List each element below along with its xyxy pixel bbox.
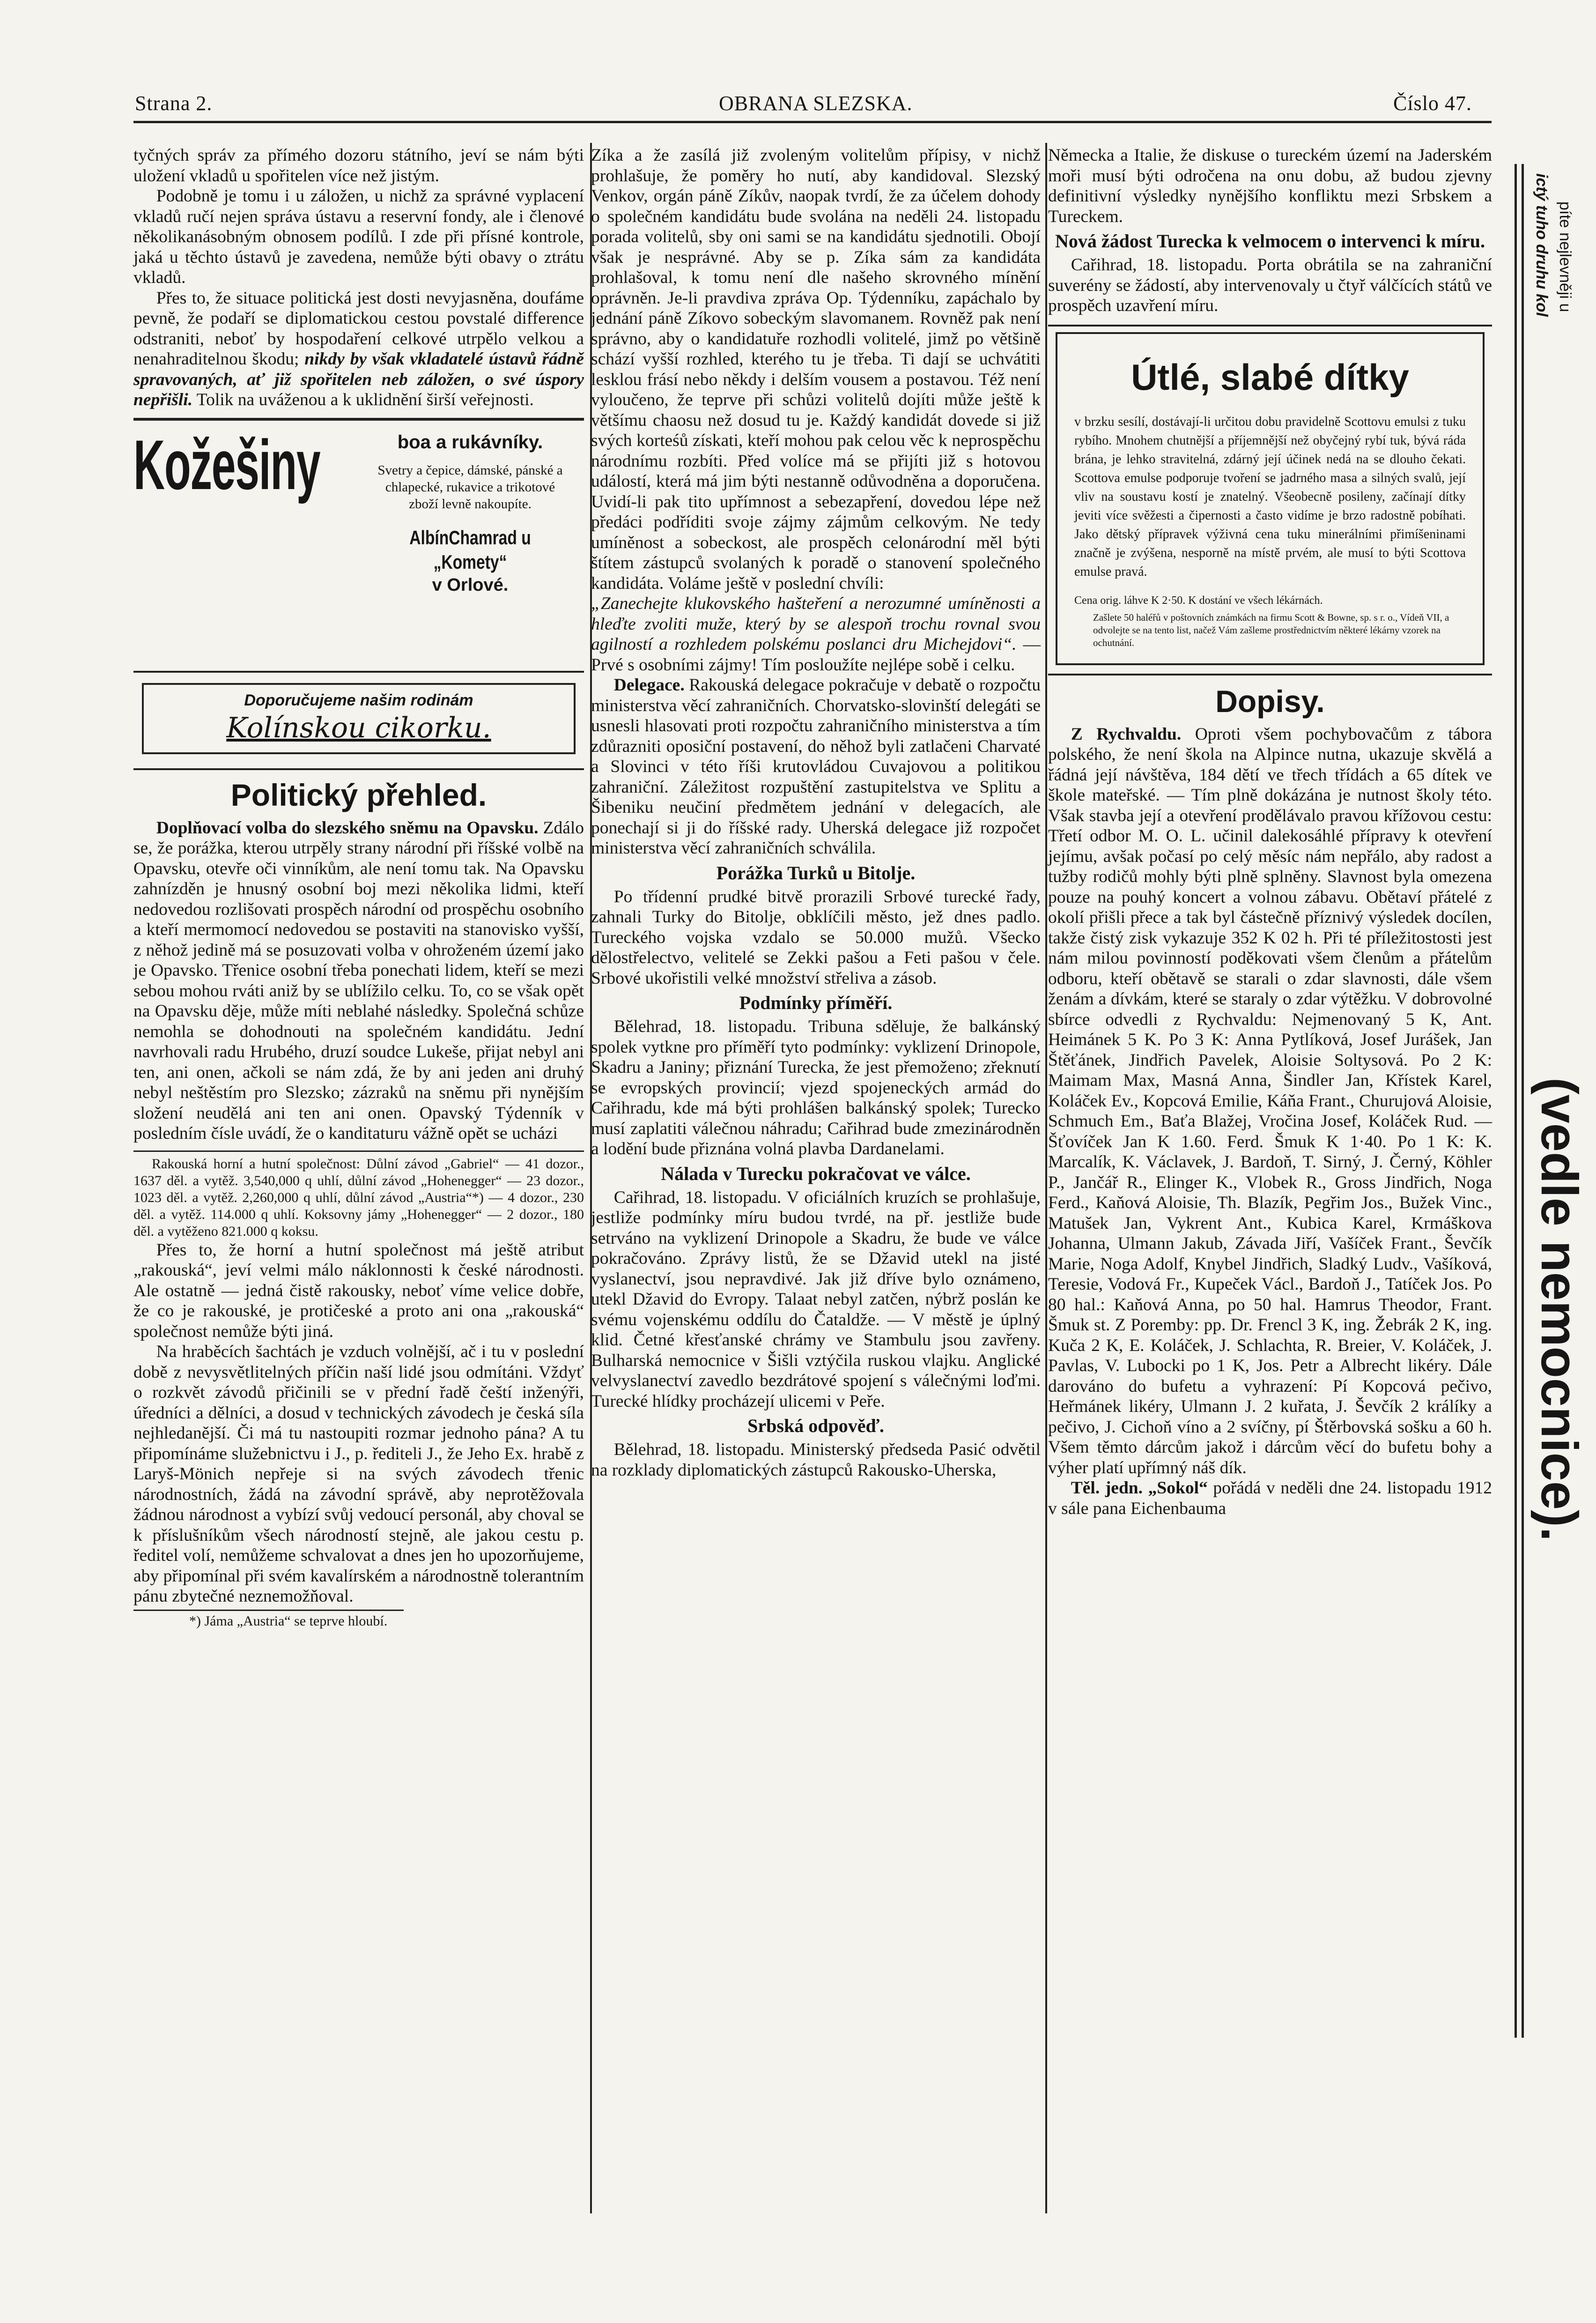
article-text: Delegace. Rakouská delegace pokračuje v debatě o rozpočtu ministerstva věcí zahraničních. Chorvatsko-slovinští delegáti se usnesli hlasovati proti rozpočtu zahraničního ministerstva a tím zdůrazniti oposiční postavení, do něhož byli zatlačeni Charvaté a Slovinci v této říši krutovládou Cuvajovou a politikou zahraniční. Záležitost rozpuštění zastupitelstva ve Splitu a Šibeniku neučiní předmětem jednání v delegacích, ale ponechají si ji do říšské rady. Uherská delegace již rozpočet ministerstva věcí zahraničních schválila. — [591, 675, 1041, 858]
article-text: Zíka a že zasílá již zvoleným volitelům přípisy, v nichž prohlašuje, že poměry ho nutí, aby kandidoval. Slezský Venkov, orgán páně Zíkův, naopak tvrdí, že za účelem dohody o společném kandidátu bude svolána na neděli 24. listopadu porada volitelů, sby oni sami se na kandidátu sjednotili. Obojí však je nesprávné. Aby se p. Zíka sám za kandidáta prohlašoval, k tomu není dle našeho skrovného mínění oprávněn. Je-li pravdiva zpráva Op. Týdenníku, zapáchalo by jednání páně Zíkovo sobeckým slavomanem. Rovněž pak není správno, aby o kandidatuře rozhodli volitelé, jimž po většině schází vyšší rozhled, kterého tu je třeba. Ti dají se uchvátiti lesklou frásí nebo někdy i delším vousem a postavou. Též není vyloučeno, že teprve při schůzi volitelů dojíti může ještě k většímu chaosu než dosud tu je. Každý kandidát dovede si již svých korteśů získati, kteří mohou pak celou věc k neprospěchu národnímu rozbíti. Před volíce má se přijíti již s hotovou událostí, která má jim býti nestanně odůvodněna a doporučena. Uvidí-li pak tito upřímnost a sebezapření, dovedou lépe než předáci podříditi svoje zájmy zájmům celkovým. Ne tedy umíněnost a sobeckost, ale prospěch celonárodní měl býti štítem zástupců svolaných k poradě o stanovení společného kandidáta. Voláme ještě v poslední chvíli: — [591, 146, 1041, 593]
ad-scott-small: Zašlete 50 haléřů v poštovních známkách na firmu Scott & Bowne, sp. s r. o., Vídeň VII, a odvolejte se na tento list, načež Vám zašleme prostřednictvím některé lékárny vzorek na ochutnání. — [1093, 611, 1449, 648]
article-text: „Zanechejte klukovského hašteření a nerozumné umíněnosti a hleďte zvoliti muže, který by se alespoň trochu rovnal svou agilností a rozhledem polskému poslanci dru Michejdovi“. — Prvé s osobními zájmy! Tím posloužíte nejlépe sobě i celku. — [591, 594, 1041, 675]
article-text: tyčných správ za přímého dozoru státního, jeví se nám býti uložení vkladů u spořitelen více než jistým. — [133, 146, 584, 186]
section-title-politicky-prehled: Politický přehled. — [230, 777, 487, 812]
ad-kozesiny-line1: boa a rukávníky. — [397, 431, 543, 453]
column-2 — [591, 145, 1041, 1480]
ad-cikorka — [142, 683, 576, 754]
ad-cikorka-line1: Doporučujeme našim rodinám — [244, 691, 473, 709]
ad-scott-price: Cena orig. láhve K 2·50. K dostání ve všech lékárnách. — [1074, 594, 1323, 607]
column-3 — [1048, 145, 1492, 1519]
heading-podminky: Podmínky příměří. — [739, 992, 893, 1013]
divider — [1048, 325, 1492, 327]
article-text: Přes to, že horní a hutní společnost má ještě atribut „rakouská“, jeví velmi málo náklonnosti k české národnosti. Ale ostatně — jedná čistě rakousky, neboť víme velice dobře, že co je rakouské, je protičeské a proto ani ona „rakouská“ společnost nemůže býti jiná. — [133, 1240, 584, 1341]
heading-nalada: Nálada v Turecku pokračovat ve válce. — [661, 1163, 971, 1184]
edge-text-mid: píte nejlevněji u — [1556, 201, 1574, 312]
ad-kozesiny-headline: Kožešiny — [133, 425, 320, 504]
ad-kozesiny — [133, 418, 584, 671]
ad-scott-emulsion — [1056, 332, 1485, 665]
heading-porazka: Porážka Turků u Bitolje. — [716, 862, 916, 883]
article-text: Bělehrad, 18. listopadu. Ministerský předseda Pasić odvětil na rozklady diplomatických zástupců Rakousko-Uherska, — [591, 1440, 1041, 1480]
ad-scott-title: Útlé, slabé dítky — [1131, 356, 1409, 398]
article-text: Těl. jedn. „Sokol“ pořádá v neděli dne 24. listopadu 1912 v sále pana Eichenbauma — [1048, 1478, 1492, 1518]
column-rule-2 — [1045, 143, 1047, 2213]
article-text: Přes to, že situace politická jest dosti nevyjasněna, doufáme pevně, že podaří se diplomatickou cestou povstalé difference odstraniti, neboť by hospodaření celkové utrpělo velkou a nenahraditelnou škodu; nikdy by však vkladatelé ústavů řádně spravovaných, ať již spořitelen neb záložen, o své úspory nepřišli. Tolik na uváženou a k uklidnění širší veřejnosti. — [133, 288, 584, 409]
ad-kozesiny-place: v Orlové. — [432, 575, 509, 595]
article-text: Po třídenní prudké bitvě prorazili Srbové turecké řady, zahnali Turky do Bitolje, obklíčili město, jež dnes padlo. Tureckého vojska vzdalo se 50.000 mužů. Všecko dělostřelectvo, velitelé se Zekki pašou a Feti pašou v čele. Srbové ukořistili velké množství střeliva a zásob. — [591, 887, 1041, 988]
ad-kozesiny-seller: AlbínChamrad u „Komety“ — [409, 526, 531, 573]
issue-number: Číslo 47. — [1393, 92, 1472, 115]
divider — [133, 1610, 404, 1611]
article-text: Cařihrad, 18. listopadu. V oficiálních kruzích se prohlašuje, jestliže podmínky míru budou tvrdé, na př. jestliže bude setrváno na vyklizení Drinopole a Skadru, že bude ve válce pokračováno. Zprávy listů, že se Džavid utekl na jisté vyslanectví, jsou nepravdivé. Jak již dříve bylo oznámeno, utekl Džavid do Evropy. Talaat nebyl zatčen, nýbrž poslán ke svému vojenskému oddílu do Čataldže. — V městě je úplný klid. Četné křesťanské chrámy ve Stambulu jsou zavřeny. Bulharská nemocnice v Šišli vztýčila ruskou vlajku. Anglické velvyslanectví zavedlo bezdrátové spojení s válečnými loďmi. Turecké hlídky procházejí ulicemi v Peře. — [591, 1187, 1041, 1411]
article-text: Cařihrad, 18. listopadu. Porta obrátila se na zahraniční suverény se žádostí, aby intervenovaly u čtyř válčících států ve prospěch uzavření míru. — [1048, 255, 1492, 315]
article-text: Z Rychvaldu. Oproti všem pochybovačům z tábora polského, že není škola na Alpince nutna, ukazuje skvělá a řádná její návštěva, 184 dětí ve třech třídách a 65 dítek ve škole mateřské. — Tím plně dokázána je nutnost školy této. Však stavba její a otevření prodělávalo pravou křížovou cestu: Třetí odbor M. O. L. učinil dalekosáhlé přípravy k otevření jejímu, avšak počasí po celý měsíc nám nepřálo, aby radost a tužby rodičů mohly býti plně splněny. Slavnost byla omezena pouze na pouhý koncert a volnou zábavu. Obětaví přátelé z okolí přišli přece a tak byl částečně příznivý výsledek docílen, takže čistý zisk vykazuje 352 K 02 h. Při té příležitostosti jest nám milou povinností poděkovati všem členům a přátelům odboru, kteří obětavě se starali o zdar slavnosti, dále všem ženám a dívkám, které se staraly o zdar výtěžku. V dobrovolné sbírce odvedli z Rychvaldu: Nejmenovaný 5 K, Ant. Heimánek 5 K. Po 3 K: Anna Pytlíková, Josef Jurášek, Jan Štěťánek, Jindřich Pavelek, Aloisie Soltysová. Po 2 K: Maimam Max, Masná Anna, Šindler Jan, Křístek Karel, Koláček Ev., Kopcová Emilie, Káňa Frant., Churujová Aloisie, Schmuch Em., Baťa Blažej, Vročina Josef, Koláček Rud. — Šťovíček Jan K 1.60. Ferd. Šmuk K 1·40. Po 1 K: K. Marcalík, K. Václavek, J. Bardoň, T. Sirný, J. Černý, Köhler P., Jančář R., Elinger K., Vlobek R., Gross Jindřich, Noga Ferd., Kaňová Aloisie, Th. Blazík, Pegřim Jos., Bužek Vinc., Matušek Jan, Vykrent Ant., Kubica Karel, Krmáškova Johanna, Ulmann Jakub, Závada Jiří, Vašíček Frant., Ševčík Marie, Noga Adolf, Knybel Jindřich, Sladký Ludv., Vašíková, Teresie, Vodová Fr., Kupeček Václ., Bardoň J., Tatíček Jos. Po 80 hal.: Kaňová Anna, po 50 hal. Hamrus Theodor, Frant. Šmuk st. Z Poremby: pp. Dr. Frencl 3 K, ing. Žebrák 2 K, ing. Kuča 2 K, E. Koláček, J. Schlachta, R. Breier, V. Koláček, J. Pavlas, V. Lubocki po 1 K, Jos. Petr a Albrecht likéry. Dále darováno do bufetu a vyhrazení: Pí Kopcová pečivo, Heřmánek likéry, Ulmann J. 2 kuřata, J. Ševčík 2 králíky a pečivo, J. Cichoň víno a 2 svíčny, pí Štěrbovská sošku a 60 h. Všem těmto dárcům jakož i dárcům věcí do bufetu bohy a výher platí upřímný náš dík. — [1048, 724, 1492, 1477]
edge-text-big: (vedle nemocnice). — [1530, 1077, 1588, 1542]
ad-scott-body: v brzku sesílí, dostávají-li určitou dobu pravidelně Scottovu emulsi z tuku rybího. Mnohem chutnější a příjemnější než obyčejný rybí tuk, bývá ráda brána, je lehko stravitelná, zdárný její účinek nedá na se dlouho čekati. Scottova emulse podporuje tvoření se jadrného masa a silných svalů, její vliv na soustavu kostí je znatelný. Všeobecně posileny, začínají dítky jeviti více svěžesti a čipernosti a často vidíme je brzo radostně pobíhati. Jako dětský přípravek výživná cena tuku minerálními přimíšeninami značně je zvýšena, nesporně na místě prvém, ale musí to býti Scottova emulse pravá. — [1074, 414, 1466, 579]
heading-srbska: Srbská odpověď. — [747, 1415, 884, 1436]
article-text: Podobně je tomu i u záložen, u nichž za správné vyplacení vkladů ručí nejen správa ústavu a reservní fondy, ale i členové několikanásobným obnosem podílů. I zde při přísné kontrole, jaká u těchto ústavů je zavedena, nemůže býti obavy o ztrátu vkladů. — [133, 186, 584, 287]
column-1 — [133, 145, 584, 1630]
header-rule — [133, 121, 1492, 123]
small-note: Rakouská horní a hutní společnost: Důlní závod „Gabriel“ — 41 dozor., 1637 děl. a vytěž. 3,540,000 q uhlí, důlní závod „Hohenegger“ — 23 dozor., 1023 děl. a vytěž. 2,260,000 q uhlí, důlní závod „Austria“*) — 4 dozor., 230 děl. a vytěž. 114.000 q uhlí. Koksovny jámy „Hohenegger“ — 2 dozor., 180 děl. a vytěženo 821.000 q koksu. — [133, 1156, 584, 1239]
edge-text-top: ictý tuho druhu kol — [1533, 173, 1551, 317]
article-text: Doplňovací volba do slezského sněmu na Opavsku. Zdálo se, že porážka, kterou utrpěly strany národní při říšské volbě na Opavsku, otevře oči vinníkům, ale není tomu tak. Na Opavsku zahnízděn je hnusný osobní boj mezi několika lidmi, kteří nedovedou rozlišovati prospěch národní od prospěchu osobního a kteří mermomocí nedovedou se postaviti na stanovisko vyšší, z něhož jedině má se posuzovati volba v ohroženém území jako je Opavsko. Třenice osobní třeba ponechati lidem, kteří se mezi sebou mohou rváti aniž by se ublížilo celku. To, co se však opět na Opavsku děje, může míti neblahé následky. Společná schůze nemohla se dohodnouti na společném kandidátu. Jední navrhovali radu Hrubého, druzí soudce Lukeše, přijat nebyl ani ten, ani onen, ačkoli se nám zdá, že by ani jeden ani druhý nebyl neštěstím pro Slezsko; zázraků na sněmu při nynějším složení neudělá ani ten ani onen. Opavský Týdenník v posledním čísle uvádí, že o kanditaturu vážně opět se ucházi — [133, 818, 584, 1143]
page-number: Strana 2. — [135, 92, 213, 115]
divider — [133, 768, 584, 770]
section-title-dopisy: Dopisy. — [1215, 683, 1325, 719]
heading-zadost: Nová žádost Turecka k velmocem o intervenci k míru. — [1055, 230, 1485, 252]
article-text: Německa a Italie, že diskuse o tureckém území na Jaderském moři musí býti odročena na onu dobu, až budou zjevny definitivní výsledky nynějšího konfliktu mezi Srbskem a Tureckem. — [1048, 146, 1492, 226]
divider — [133, 1150, 584, 1152]
article-text: Bělehrad, 18. listopadu. Tribuna sděluje, že balkánský spolek vytkne pro příměří tyto podmínky: vyklizení Drinopole, Skadru a Janiny; přiznání Turecka, že jest přemoženo; zřeknutí se evropských provincií; vjezd spojeneckých armád do Cařihradu, kde má býti prohlášen balkánský spolek; Turecko musí zaplatiti válečnou náhradu; Cařihrad bude zmezinárodněn a lodění bude přiznána volná plavba Dardanelami. — [591, 1017, 1041, 1158]
divider — [133, 671, 584, 673]
edge-double-rule — [1515, 164, 1524, 2038]
ad-cikorka-line2: Kolínskou cikorku. — [226, 711, 491, 744]
footnote: *) Jáma „Austria“ se teprve hloubí. — [189, 1613, 388, 1629]
ad-kozesiny-line2: Svetry a čepice, dámské, pánské a chlapecké, rukavice a trikotové zboží levně nakoupíte. — [377, 462, 563, 512]
article-text: Na hraběcích šachtách je vzduch volnější, ač i tu v poslední době z nevysvětlitelných příčin naší lidé jsou odmítáni. Vždyť o rozkvět závodů přičinili se v přední řadě čeští inženýři, úředníci a dělníci, a dosud v technických závodech je česká síla nejhledanější. Či má tu nastoupiti rozmar jednoho pána? A tu připomínáme služebnictvu i J., p. řediteli J., že Jeho Ex. hrabě z Laryš-Mönich nepřeje si na svých závodech třenic národnostních, žádá na závodní správě, aby neprotěžovala žádnou národnost a vybízí svůj vedoucí personál, aby choval se k příslušníkům všech národností stejně, ale jakou cestu p. ředitel volí, nemůžeme schvalovat a dnes jen ho upozorňujeme, aby připomínal při svém kavalírském a národnostně tolerantním pánu zbytečné neznemožňoval. — [133, 1342, 584, 1606]
divider — [1048, 674, 1492, 675]
right-edge-strip — [1513, 164, 1588, 2085]
newspaper-title: OBRANA SLEZSKA. — [719, 92, 913, 115]
